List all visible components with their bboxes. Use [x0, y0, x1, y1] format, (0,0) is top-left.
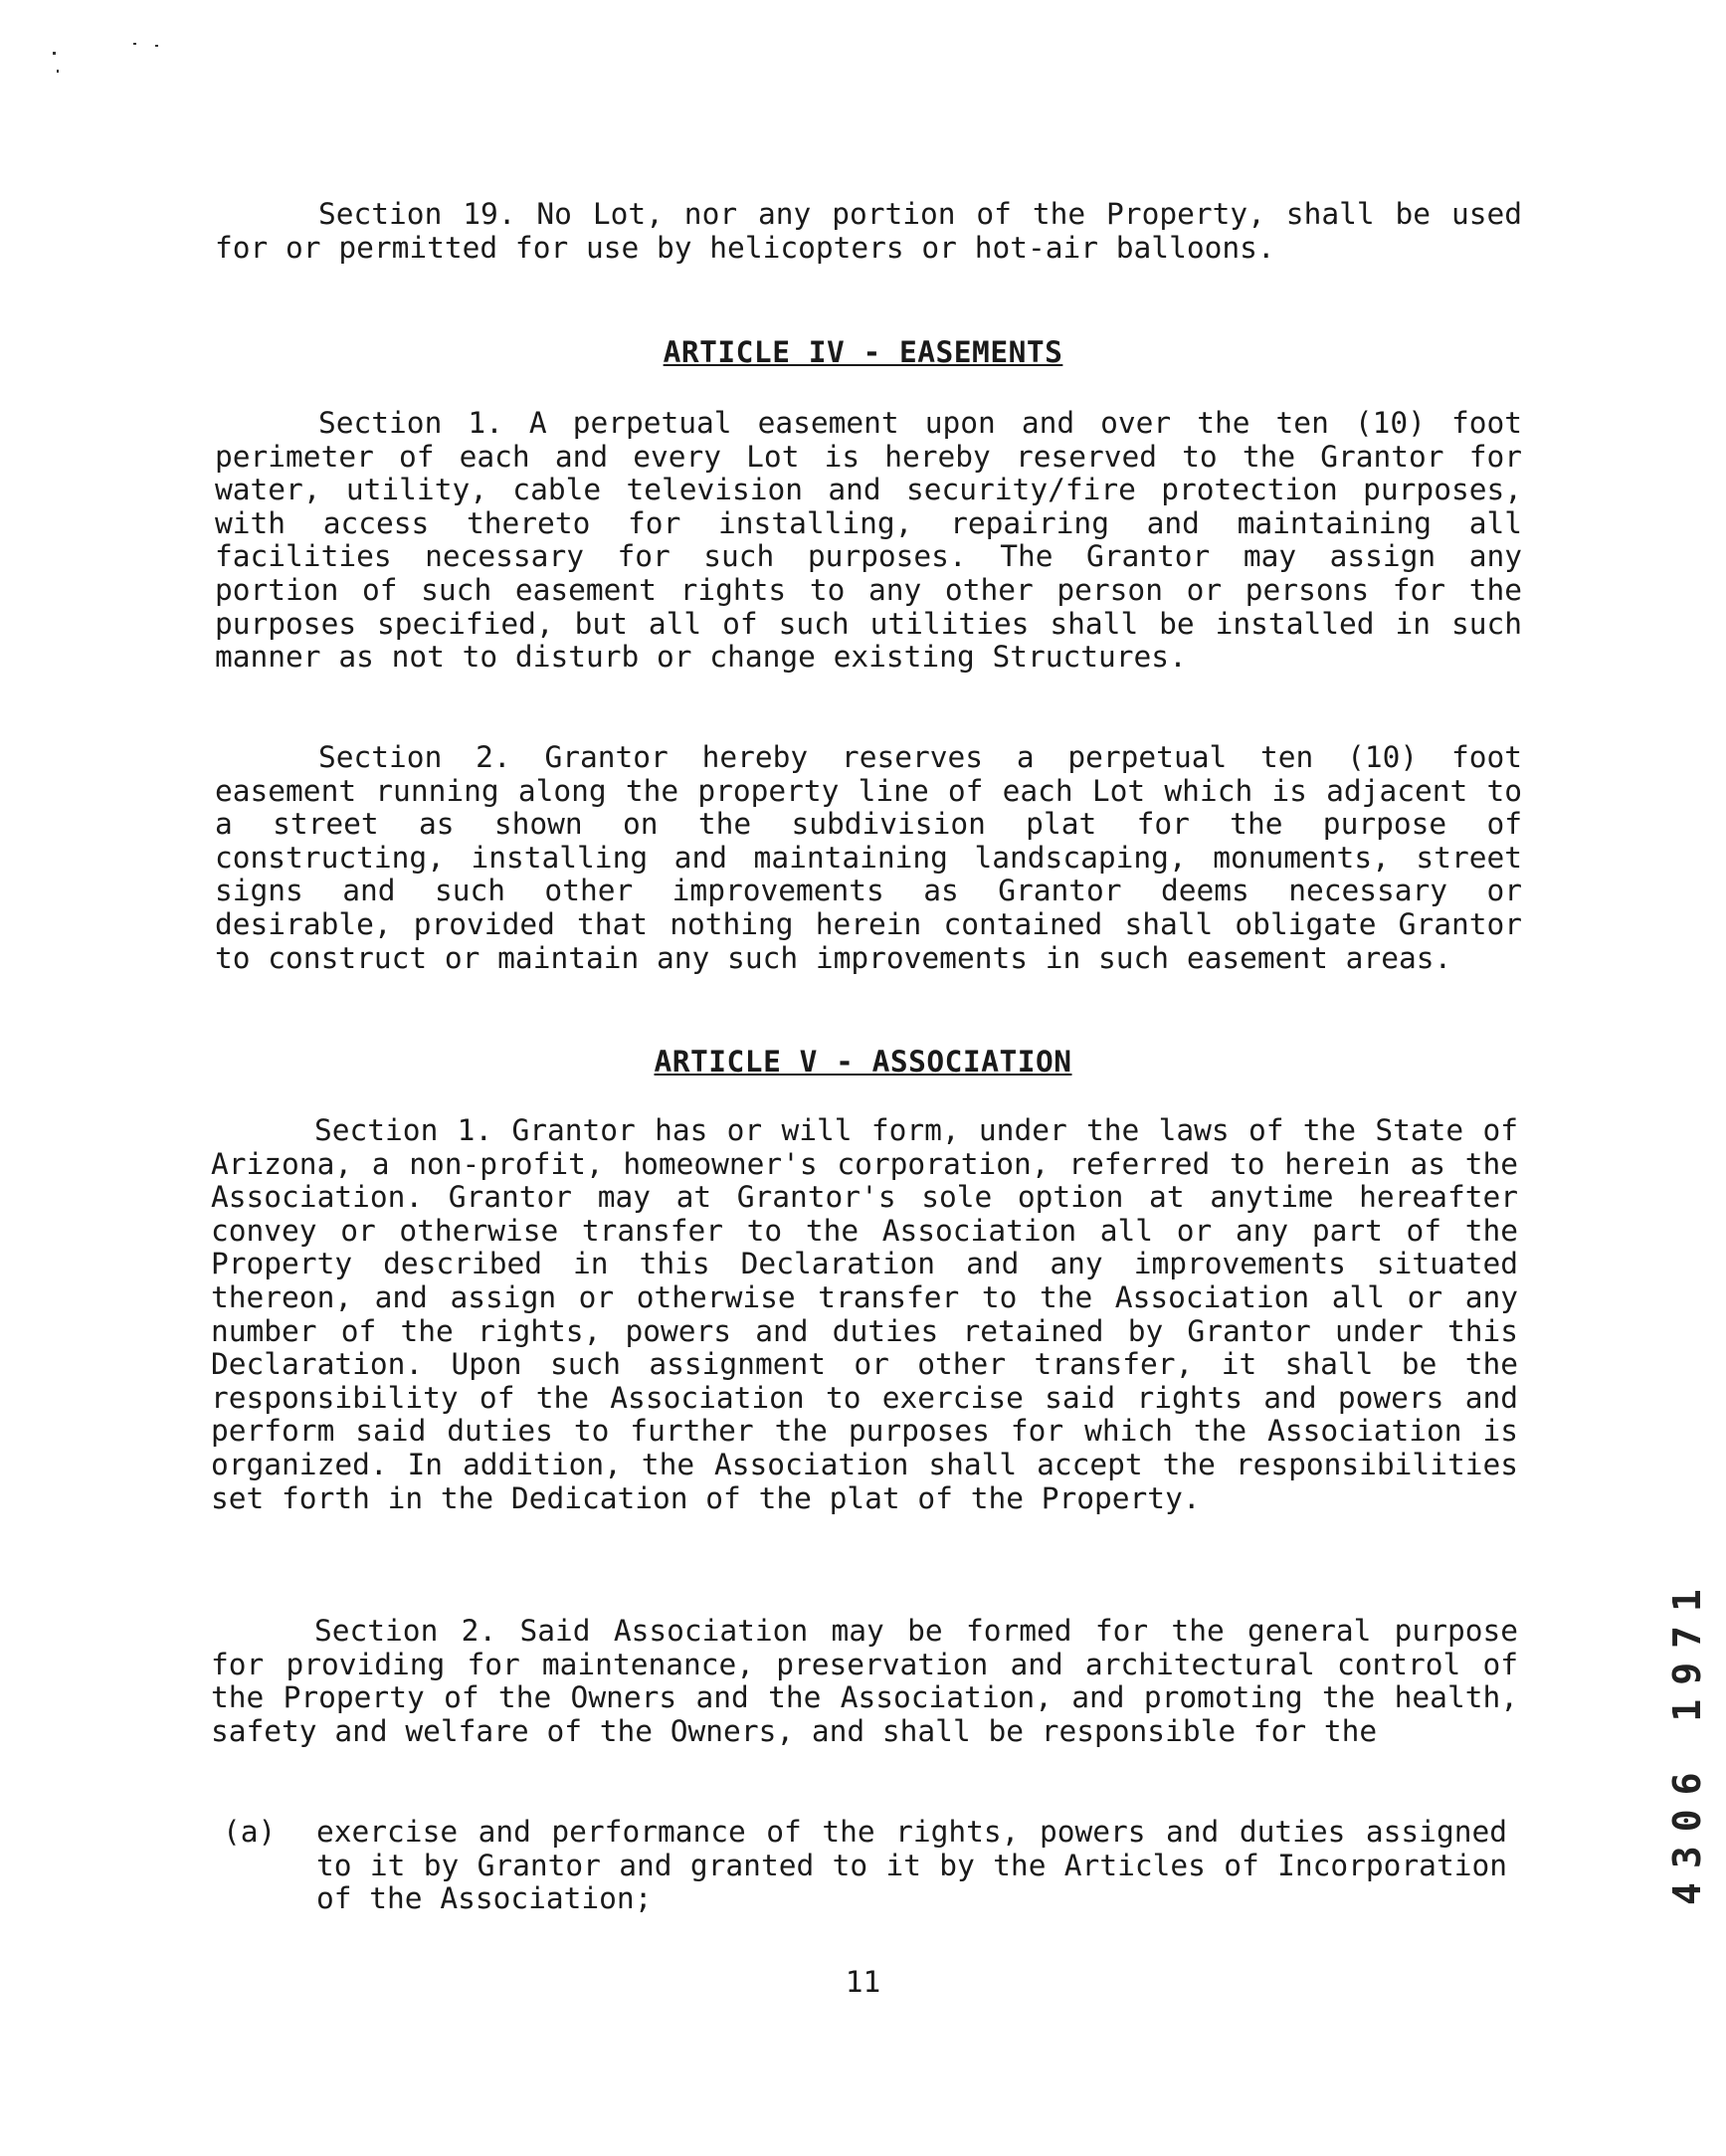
article-iv-section-2: Section 2. Grantor hereby reserves a perpetual ten (10) foot easement running along the property line of each Lot which is adjacent to a street as shown on the subdivision plat for the purpose of constructing, installing and maintaining landscaping, monuments, street signs and such other improvements as Grantor deems necessary or desirable, provided that nothing herein contained shall obligate Grantor to construct or maintain any such improvements in such easement areas.: [215, 740, 1522, 975]
article-iv-section-1: Section 1. A perpetual easement upon and over the ten (10) foot perimeter of each and every Lot is hereby reserved to the Grantor for water, utility, cable television and security/fire protection purposes, with access thereto for installing, repairing and maintaining all facilities necessary for such purposes. The Grantor may assign any portion of such easement rights to any other person or persons for the purposes specified, but all of such utilities shall be installed in such manner as not to disturb or change existing Structures.: [215, 406, 1522, 675]
scan-speck: [53, 52, 56, 55]
scan-speck: [155, 45, 158, 47]
page-number: 11: [845, 1965, 881, 1999]
recording-stamp-text: 4306 1971: [1665, 1575, 1709, 1905]
list-item-a-label: (a): [223, 1815, 277, 1849]
article-v-section-2: Section 2. Said Association may be formed for the general purpose for providing for maintenance, preservation and architectural control of the Property of the Owners and the Association, and promoting the health, safety and welfare of the Owners, and shall be responsible for the: [211, 1614, 1518, 1748]
list-item-a-text: exercise and performance of the rights, powers and duties assigned to it by Grantor and granted to it by the Articles of Incorporation of the Association;: [316, 1815, 1507, 1916]
article-v-heading: ARTICLE V - ASSOCIATION: [654, 1045, 1072, 1078]
scan-speck: [57, 70, 59, 73]
section-19-paragraph: Section 19. No Lot, nor any portion of the Property, shall be used for or permitted for use by helicopters or hot-air balloons.: [215, 197, 1522, 265]
list-item-a: [223, 1815, 1507, 1916]
article-v-section-1: Section 1. Grantor has or will form, under the laws of the State of Arizona, a non-profit, homeowner's corporation, referred to herein as the Association. Grantor may at Grantor's sole option at anytime hereafter convey or otherwise transfer to the Association all or any part of the Property described in this Declaration and any improvements situated thereon, and assign or otherwise transfer to the Association all or any number of the rights, powers and duties retained by Grantor under this Declaration. Upon such assignment or other transfer, it shall be the responsibility of the Association to exercise said rights and powers and perform said duties to further the purposes for which the Association is organized. In addition, the Association shall accept the responsibilities set forth in the Dedication of the plat of the Property.: [211, 1113, 1518, 1515]
article-iv-heading: ARTICLE IV - EASEMENTS: [663, 335, 1063, 369]
scan-speck: [133, 43, 136, 45]
recording-stamp: [1645, 1567, 1709, 1905]
